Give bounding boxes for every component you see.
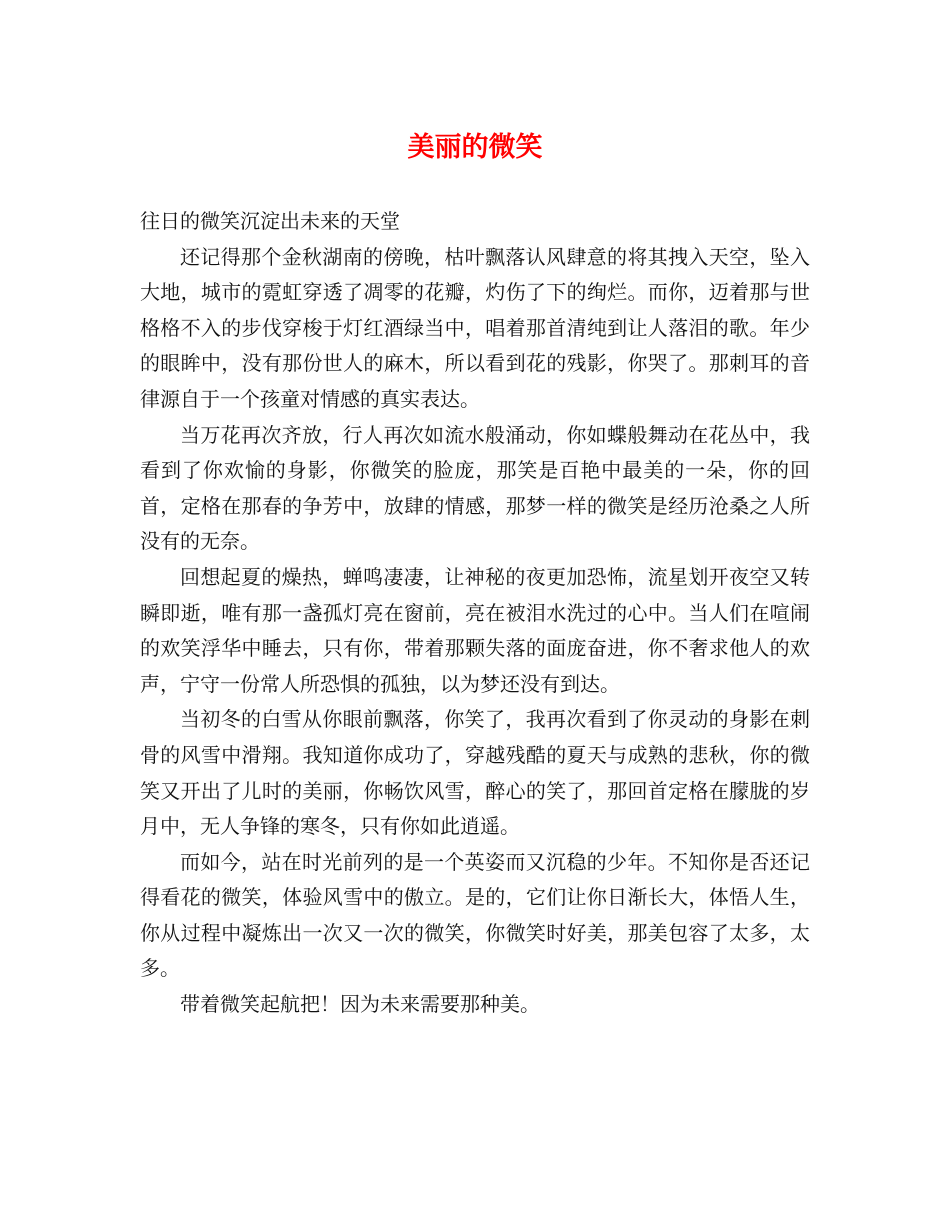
document-title: 美丽的微笑 — [407, 132, 543, 163]
document-body — [140, 204, 810, 1023]
paragraph-4: 当初冬的白雪从你眼前飘落，你笑了，我再次看到了你灵动的身影在刺骨的风雪中滑翔。我知道你成功了，穿越残酷的夏天与成熟的悲秋，你的微笑又开出了儿时的美丽，你畅饮风雪，醉心的笑了，那回首定格在朦胧的岁月中，无人争锋的寒冬，只有你如此逍遥。 — [140, 707, 810, 839]
paragraph-3: 回想起夏的燥热，蝉鸣凄凄，让神秘的夜更加恐怖，流星划开夜空又转瞬即逝，唯有那一盏孤灯亮在窗前，亮在被泪水洗过的心中。当人们在喧闹的欢笑浮华中睡去，只有你，带着那颗失落的面庞奋进，你不奢求他人的欢声，宁守一份常人所恐惧的孤独，以为梦还没有到达。 — [140, 564, 810, 696]
paragraph-2: 当万花再次齐放，行人再次如流水般涌动，你如蝶般舞动在花丛中，我看到了你欢愉的身影，你微笑的脸庞，那笑是百艳中最美的一朵，你的回首，定格在那春的争芳中，放肆的情感，那梦一样的微笑是经历沧桑之人所没有的无奈。 — [140, 422, 810, 554]
paragraph-5: 而如今，站在时光前列的是一个英姿而又沉稳的少年。不知你是否还记得看花的微笑，体验风雪中的傲立。是的，它们让你日渐长大，体悟人生，你从过程中凝炼出一次又一次的微笑，你微笑时好美，那美包容了太多，太多。 — [140, 849, 810, 981]
paragraph-6: 带着微笑起航把！因为未来需要那种美。 — [180, 992, 540, 1017]
document-subtitle: 往日的微笑沉淀出未来的天堂 — [140, 209, 400, 233]
paragraph-1: 还记得那个金秋湖南的傍晚，枯叶飘落认风肆意的将其拽入天空，坠入大地，城市的霓虹穿透了凋零的花瓣，灼伤了下的绚烂。而你，迈着那与世格格不入的步伐穿梭于灯红酒绿当中，唱着那首清纯到让人落泪的歌。年少的眼眸中，没有那份世人的麻木，所以看到花的残影，你哭了。那刺耳的音律源自于一个孩童对情感的真实表达。 — [140, 244, 810, 411]
